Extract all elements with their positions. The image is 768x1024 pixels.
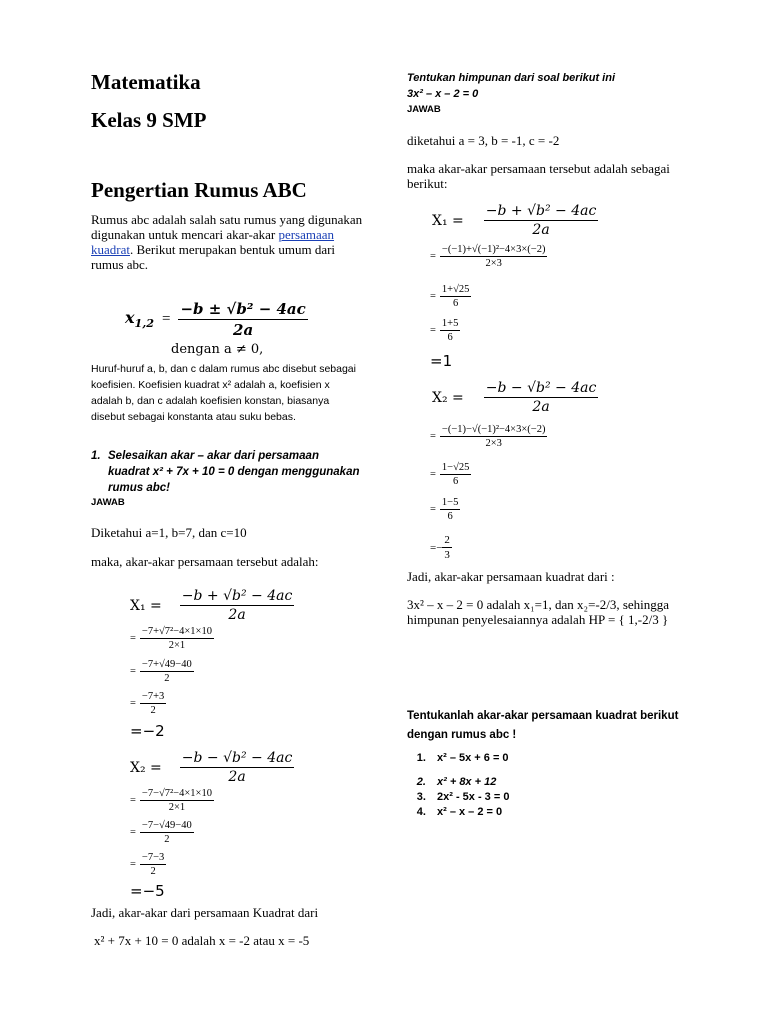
right-x2-step1: = $\frac{\text{−(−1)−√(−1)²−4×3×(−2)}}{2\times 3}$ [430, 424, 546, 449]
conclusion-right-body: 3x² – x – 2 = 0 adalah x₁=1, dan x₂=-2/3, sehingga himpunan penyelesaiannya adalah HP = { 1,-2/3 } [407, 597, 670, 627]
left-x2-step1: = $\frac{\text{−7−√7²−4×1×10}}{2\times 1}$ [130, 788, 212, 813]
left-x2-general: X₂ = $\frac{\text{−b − √b² − 4ac}}{2a}$ [130, 750, 293, 785]
left-x2-result: =−5 [130, 882, 165, 900]
intro-text-2: . Berikut merupakan bentuk umum dari rumus abc. [91, 242, 336, 272]
exercise-list [407, 752, 509, 821]
formula-fraction: $\frac{\text{−b ± √b² − 4ac}}{2a}$ [180, 300, 306, 339]
left-x1-step3: = $\frac{-7+3}{2}$ [130, 691, 165, 716]
left-x1-step1: = $\frac{\text{−7+√7²−4×1×10}}{2\times 1}$ [130, 626, 212, 651]
right-x1-result: =1 [430, 352, 453, 370]
task-equation: 3x² – x – 2 = 0 [407, 88, 479, 100]
jawab-label-left: JAWAB [91, 497, 125, 508]
question-1-number: 1. [91, 450, 101, 462]
right-x1-step1: = $\frac{\text{−(−1)+√(−1)²−4×3×(−2)}}{2\times 3}$ [430, 244, 546, 269]
conclusion-left-2: x² + 7x + 10 = 0 adalah x = -2 atau x = -5 [94, 933, 310, 948]
right-x1-step2: = $\frac{1+√25}{6}$ [430, 284, 470, 309]
equals-sign: = [162, 311, 171, 327]
jawab-label-right: JAWAB [407, 104, 441, 115]
conclusion-left-1: Jadi, akar-akar dari persamaan Kuadrat dari [91, 905, 319, 920]
formula-lhs: $x_{1,2}$ [125, 308, 155, 331]
left-x2-step3: = $\frac{-7-3}{2}$ [130, 852, 165, 877]
maka-text-left: maka, akar-akar persamaan tersebut adalah: [91, 554, 319, 569]
left-x1-step2: = $\frac{-7+√49-40}{2}$ [130, 659, 192, 684]
subject-heading: Matematika [91, 70, 201, 94]
coefficient-paragraph: Huruf-huruf a, b, dan c dalam rumus abc disebut sebagai koefisien. Koefisien kuadrat x² adalah a, koefisien x adalah b, dan c adalah koefisien konstan, biasanya disebut sebagai konstanta atau suku bebas. [91, 363, 356, 423]
question-1-text: Selesaikan akar – akar dari persamaan kuadrat x² + 7x + 10 = 0 dengan menggunakan rumus abc! [108, 450, 360, 494]
right-x1-step3: = $\frac{1+5}{6}$ [430, 318, 459, 343]
right-x2-general: X₂ = $\frac{\text{−b − √b² − 4ac}}{2a}$ [432, 380, 597, 415]
grade-heading: Kelas 9 SMP [91, 108, 207, 132]
right-x2-step3: = $\frac{1-5}{6}$ [430, 497, 459, 522]
right-x2-step2: = $\frac{1-√25}{6}$ [430, 462, 470, 487]
intro-text-1: Rumus abc adalah salah satu rumus yang digunakan digunakan untuk mencari akar-akar [91, 212, 363, 242]
right-x1-general: X₁ = $\frac{\text{−b + √b² − 4ac}}{2a}$ [432, 203, 597, 238]
known-values-right: diketahui a = 3, b = -1, c = -2 [407, 133, 560, 148]
conclusion-right-intro: Jadi, akar-akar persamaan kuadrat dari : [407, 569, 615, 584]
left-x1-result: =−2 [130, 722, 165, 740]
exercise-title: Tentukanlah akar-akar persamaan kuadrat berikut dengan rumus abc ! [407, 710, 679, 741]
exercise-item: 2. x² + 8x + 12 [429, 776, 509, 788]
left-x2-step2: = $\frac{-7-√49-40}{2}$ [130, 820, 192, 845]
formula-condition: dengan a ≠ 0, [171, 342, 264, 357]
left-x1-general: X₁ = $\frac{\text{−b + √b² − 4ac}}{2a}$ [130, 588, 293, 623]
exercise-item: 1. x² – 5x + 6 = 0 [429, 752, 509, 764]
section-title: Pengertian Rumus ABC [91, 178, 307, 202]
persamaan-kuadrat-link[interactable]: persamaan kuadrat [91, 227, 335, 257]
intro-paragraph [91, 212, 366, 272]
right-x2-result: =− $\frac{2}{3}$ [430, 534, 450, 561]
maka-text-right: maka akar-akar persamaan tersebut adalah sebagai berikut: [407, 161, 670, 191]
task-title: Tentukan himpunan dari soal berikut ini [407, 72, 616, 84]
known-values-left: Diketahui a=1, b=7, dan c=10 [91, 525, 247, 540]
exercise-item: 3. 2x² - 5x - 3 = 0 [429, 791, 509, 803]
general-formula [125, 300, 308, 339]
exercise-item: 4. x² – x – 2 = 0 [429, 806, 509, 818]
